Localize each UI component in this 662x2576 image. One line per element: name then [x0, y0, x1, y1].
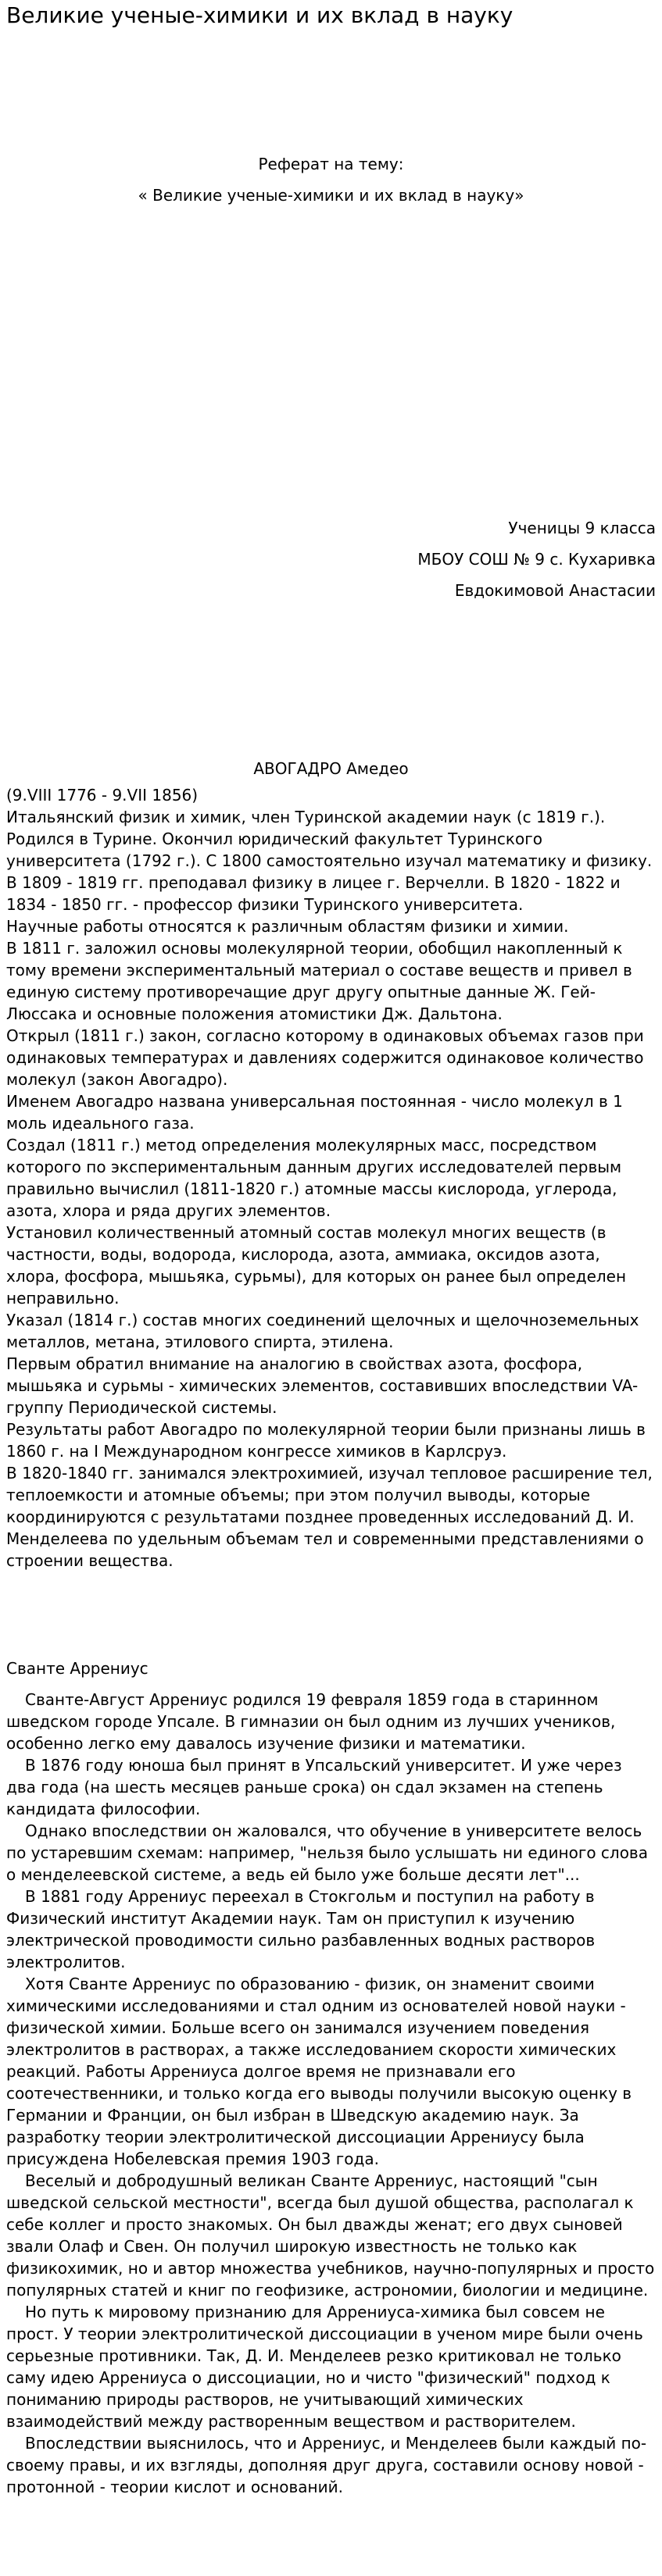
avogadro-paragraph: Установил количественный атомный состав молекул многих веществ (в частности, воды, водорода, кислорода, азота, аммиака, оксидов азота, хлора, фосфора, мышьяка, сурьмы), для которых он ранее был определен неправильно.	[6, 1223, 627, 1308]
arrhenius-paragraph: В 1881 году Аррениус переехал в Стокгольм и поступил на работу в Физический институт Академии наук. Там он приступил к изучению электрической проводимости сильно разбавленных водных растворов электролитов.	[6, 1887, 596, 1971]
arrhenius-paragraph: Хотя Сванте Аррениус по образованию - физик, он знаменит своими химическими исследованиями и стал одним из основателей новой науки - физической химии. Больше всего он занимался изучением поведения электролитов в растворах, а также исследованием скорости химических реакций. Работы Аррениуса долгое время не признавали его соотечественники, и только когда его выводы получили высокую оценку в Германии и Франции, он был избран в Шведскую академию наук. За разработку теории электролитической диссоциации Аррениусу была присуждена Нобелевская премия 1903 года.	[6, 1975, 632, 2168]
avogadro-paragraph: Именем Авогадро названа универсальная постоянная - число молекул в 1 моль идеального газа.	[6, 1092, 623, 1133]
avogadro-paragraph: В 1811 г. заложил основы молекулярной теории, обобщил накопленный к тому времени экспериментальный материал о составе веществ и привел в единую систему противоречащие друг другу опытные данные Ж. Гей-Люссака и основные положения атомистики Дж. Дальтона.	[6, 939, 632, 1023]
avogadro-paragraph: Научные работы относятся к различным областям физики и химии.	[6, 917, 569, 936]
arrhenius-paragraph: В 1876 году юноша был принят в Упсальский университет. И уже через два года (на шесть месяцев раньше срока) он сдал экзамен на степень кандидата философии.	[6, 1756, 622, 1818]
arrhenius-section	[6, 1689, 656, 2498]
avogadro-dates: (9.VIII 1776 - 9.VII 1856)	[6, 786, 199, 805]
avogadro-heading: АВОГАДРО Амедео	[253, 759, 409, 778]
arrhenius-paragraph: Веселый и добродушный великан Сванте Аррениус, настоящий "сын шведской сельской местности", всегда был душой общества, располагал к себе коллег и просто знакомых. Он был дважды женат; его двух сыновей звали Олаф и Свен. Он получил широкую известность не только как физикохимик, но и автор множества учебников, научно-популярных и просто популярных статей и книг по геофизике, астрономии, биологии и медицине.	[6, 2171, 655, 2299]
avogadro-paragraph: Первым обратил внимание на аналогию в свойствах азота, фосфора, мышьяка и сурьмы - химических элементов, составивших впоследствии VA-группу Периодической системы.	[6, 1354, 639, 1417]
avogadro-paragraph: Открыл (1811 г.) закон, согласно которому в одинаковых объемах газов при одинаковых температурах и давлениях содержится одинаковое количество молекул (закон Авогадро).	[6, 1026, 644, 1089]
arrhenius-paragraph: Однако впоследствии он жаловался, что обучение в университете велось по устаревшим схемам: например, "нельзя было услышать ни единого слова о менделеевской системе, а ведь ей было уже больше десяти лет"...	[6, 1821, 648, 1884]
author-line: Ученицы 9 класса	[508, 519, 656, 537]
author-line: МБОУ СОШ № 9 с. Кухаривка	[417, 550, 656, 569]
arrhenius-paragraph: Впоследствии выяснилось, что и Аррениус, и Менделеев были каждый по-своему правы, и их взгляды, дополняя друг друга, составили основу новой - протонной - теории кислот и оснований.	[6, 2434, 647, 2496]
page-title: Великие ученые-химики и их вклад в науку	[6, 2, 513, 28]
avogadro-paragraph: Указал (1814 г.) состав многих соединений щелочных и щелочноземельных металлов, метана, этилового спирта, этилена.	[6, 1311, 639, 1351]
cover-label: Реферат на тему:	[258, 155, 404, 173]
author-line: Евдокимовой Анастасии	[454, 581, 656, 600]
arrhenius-heading: Сванте Аррениус	[6, 1659, 149, 1678]
avogadro-paragraph: В 1820-1840 гг. занимался электрохимией, изучал тепловое расширение тел, теплоемкости и атомные объемы; при этом получил выводы, которые координируются с результатами позднее проведенных исследований Д. И. Менделеева по удельным объемам тел и современными представлениями о строении вещества.	[6, 1464, 653, 1570]
avogadro-paragraph: Результаты работ Авогадро по молекулярной теории были признаны лишь в 1860 г. на I Международном конгрессе химиков в Карлсруэ.	[6, 1420, 646, 1461]
cover-topic: « Великие ученые-химики и их вклад в науку»	[138, 186, 524, 205]
avogadro-section	[6, 784, 656, 1572]
arrhenius-paragraph: Но путь к мировому признанию для Аррениуса-химика был совсем не прост. У теории электролитической диссоциации в ученом мире были очень серьезные противники. Так, Д. И. Менделеев резко критиковал не только саму идею Аррениуса о диссоциации, но и чисто "физический" подход к пониманию природы растворов, не учитывающий химических взаимодействий между растворенным веществом и растворителем.	[6, 2303, 643, 2431]
avogadro-paragraph: Итальянский физик и химик, член Туринской академии наук (с 1819 г.). Родился в Турине. Окончил юридический факультет Туринского университета (1792 г.). С 1800 самостоятельно изучал математику и физику. В 1809 - 1819 гг. преподавал физику в лицее г. Верчелли. В 1820 - 1822 и 1834 - 1850 гг. - профессор физики Туринского университета.	[6, 808, 653, 914]
arrhenius-paragraph: Сванте-Август Аррениус родился 19 февраля 1859 года в старинном шведском городе Упсале. В гимназии он был одним из лучших учеников, особенно легко ему давалось изучение физики и математики.	[6, 1690, 616, 1753]
avogadro-paragraph: Создал (1811 г.) метод определения молекулярных масс, посредством которого по экспериментальным данным других исследователей первым правильно вычислил (1811-1820 г.) атомные массы кислорода, углерода, азота, хлора и ряда других элементов.	[6, 1136, 622, 1220]
